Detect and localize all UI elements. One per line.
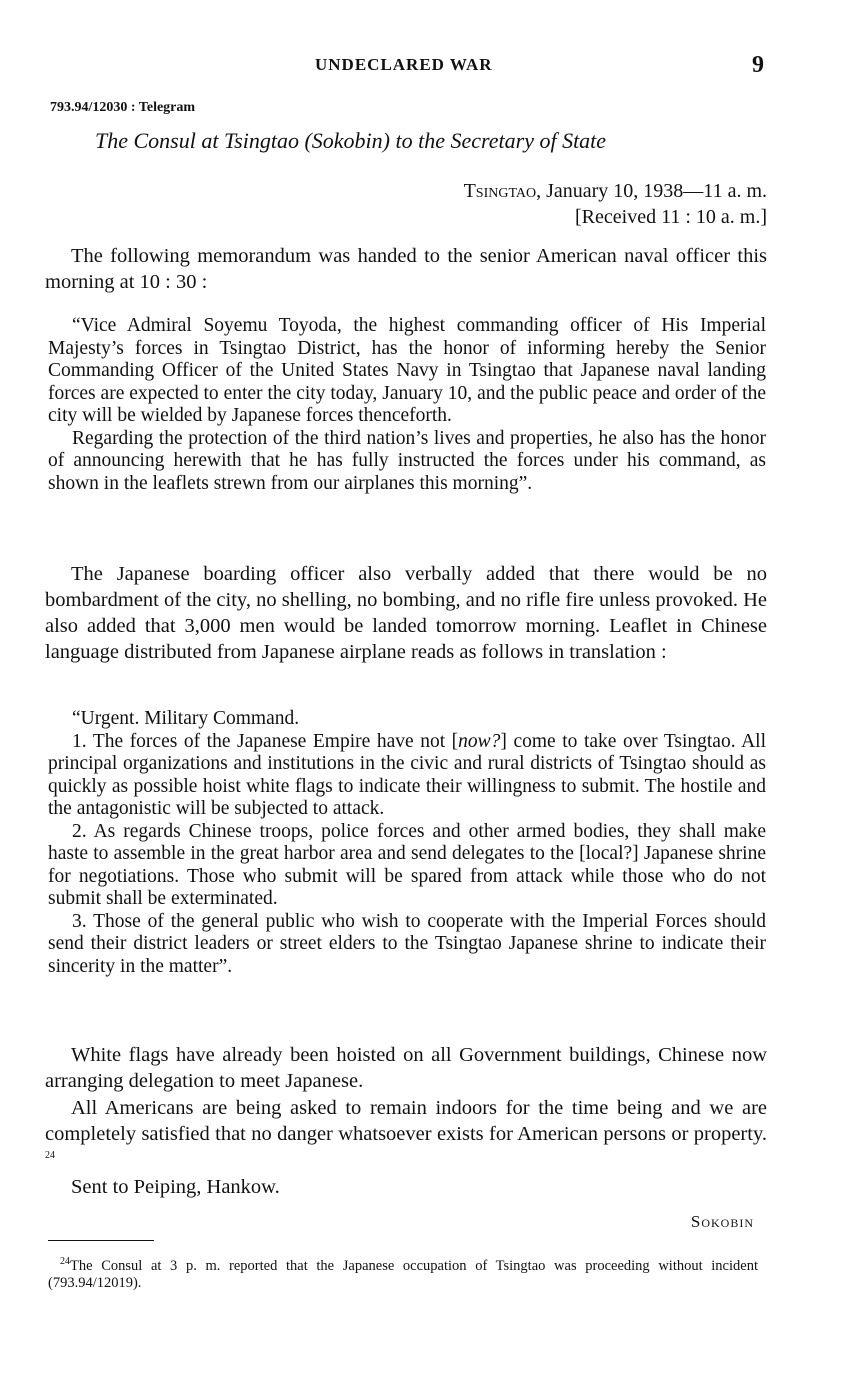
editorial-insertion: now? [458, 730, 501, 752]
closing-section [45, 1042, 767, 1201]
leaflet-heading: “Urgent. Military Command. [72, 708, 300, 729]
white-flags-paragraph: White flags have already been hoisted on all Government buildings, Chinese now arranging delegation to meet Japanese. [45, 1044, 767, 1092]
intro-paragraph: The following memorandum was handed to the senior American naval officer this morning at 10 : 30 : [45, 245, 767, 293]
footnote-divider [48, 1240, 154, 1241]
intro-section [45, 243, 767, 295]
americans-paragraph: All Americans are being asked to remain indoors for the time being and we are completely satisfied that no danger whatsoever exists for American persons or property. $^{24}$ [45, 1097, 767, 1162]
boarding-officer-section [45, 561, 767, 665]
memorandum-quote [48, 315, 766, 495]
footnote [48, 1258, 758, 1292]
boarding-officer-paragraph: The Japanese boarding officer also verbally added that there would be no bombardment of the city, no shelling, no bombing, and no rifle fire unless provoked. He also added that 3,000 men would be landed tomorrow morning. Leaflet in Chinese language distributed from Japanese airplane reads as follows in translation : [45, 563, 767, 663]
dateline-date: January 10, 1938—11 a. m. [541, 180, 767, 202]
document-title: The Consul at Tsingtao (Sokobin) to the Secretary of State [95, 128, 607, 153]
footnote-reference[interactable]: 24 [45, 1150, 55, 1162]
received-time: [Received 11 : 10 a. m.] [575, 206, 767, 228]
leaflet-item-2: 2. As regards Chinese troops, police forces and other armed bodies, they shall make haste to assemble in the great harbor area and send delegates to the [local?] Japanese shrine for negotiations. Those who submit will be spared from attack while those who do not submit shall be exterminated. [48, 820, 766, 909]
document-reference: 793.94/12030 : Telegram [50, 100, 196, 115]
dateline-place: Tsingtao, [463, 180, 542, 202]
memorandum-paragraph-1: “Vice Admiral Soyemu Toyoda, the highest commanding officer of His Imperial Majesty’s forces in Tsingtao District, has the honor of informing hereby the Senior Commanding Officer of the United States Navy in Tsingtao that Japanese naval landing forces are expected to enter the city today, January 10, and the public peace and order of the city will be wielded by Japanese forces thenceforth. [48, 315, 766, 426]
memorandum-paragraph-2: Regarding the protection of the third nation’s lives and properties, he also has the honor of announcing herewith that he has fully instructed the forces under his command, as shown in the leaflets strewn from our airplanes this morning”. [48, 427, 766, 494]
running-title: UNDECLARED WAR [315, 55, 493, 74]
leaflet-item-1: 1. The forces of the Japanese Empire have not [now?] come to take over Tsingtao. All principal organizations and institutions in the civic and rural districts of Tsingtao should as quickly as possible hoist white flags to indicate their willingness to submit. The hostile and the antagonistic will be subjected to attack. [48, 730, 766, 819]
footnote-number: 24 [60, 1256, 70, 1268]
footnote-text: The Consul at 3 p. m. reported that the Japanese occupation of Tsingtao was proceeding without incident (793.94/12019). [48, 1258, 758, 1291]
dateline [464, 180, 767, 203]
sent-to-paragraph: Sent to Peiping, Hankow. [71, 1176, 280, 1198]
signature: Sokobin [690, 1212, 754, 1231]
leaflet-item-3: 3. Those of the general public who wish to cooperate with the Imperial Forces should send their district leaders or street elders to the Tsingtao Japanese shrine to indicate their sincerity in the matter”. [48, 910, 766, 977]
page-number: 9 [752, 52, 764, 78]
leaflet-quote [48, 708, 766, 978]
